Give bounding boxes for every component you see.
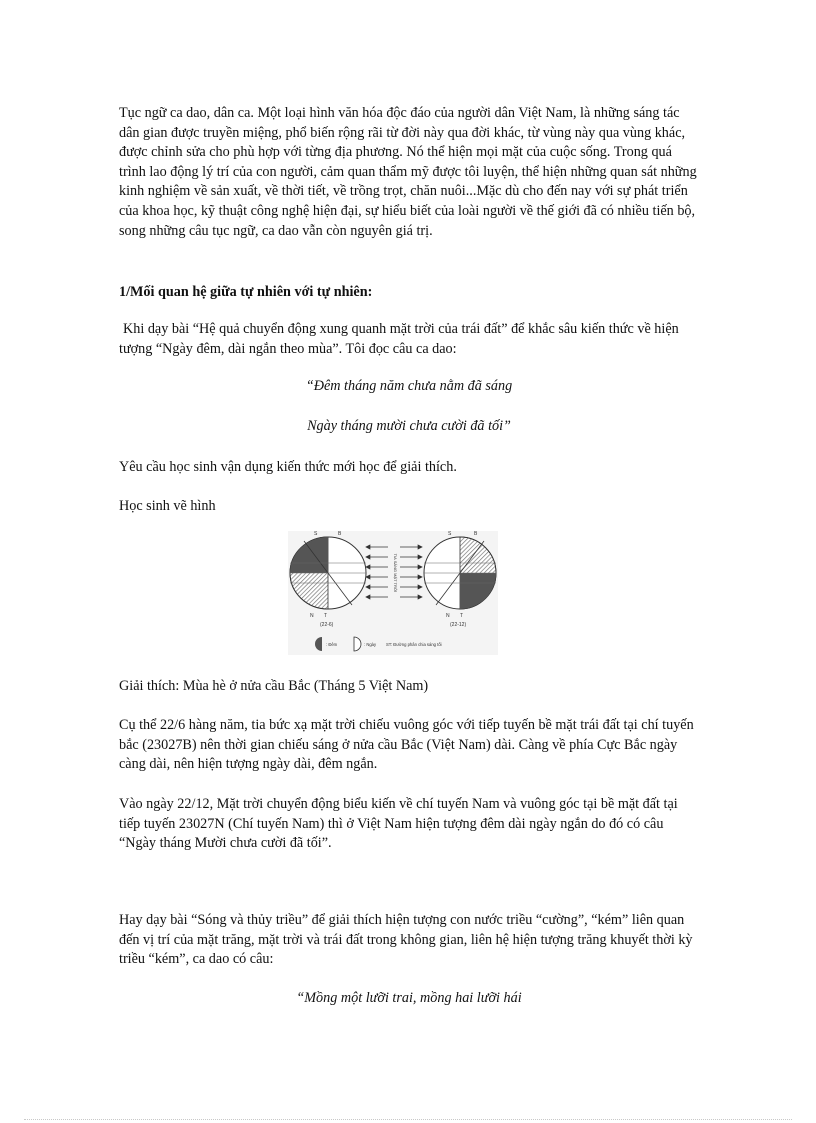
left-date-label: (22-6) (320, 622, 334, 628)
left-pole-t: T (324, 613, 328, 619)
left-pole-n: N (310, 613, 314, 619)
december-paragraph: Vào ngày 22/12, Mặt trời chuyển động biểu kiến về chí tuyến Nam và vuông góc tại bề mặt đất tại tiếp tuyến 23027N (Chí tuyến Nam) thì ở Việt Nam hiện tượng đêm dài ngày ngắn do đó có câu “Ngày tháng Mười chưa cười đã tối”. (119, 796, 678, 852)
section-heading: 1/Mối quan hệ giữa tự nhiên với tự nhiên: (119, 284, 373, 300)
left-pole-b: B (338, 531, 342, 537)
legend-day: : Ngày (364, 642, 377, 647)
verse-line-2: Ngày tháng mười chưa cười đã tối” (307, 418, 511, 434)
center-ray-label: TIA SÁNG MẶT TRỜI (393, 553, 398, 593)
tide-paragraph: Hay dạy bài “Sóng và thủy triều” để giải thích hiện tượng con nước triều “cường”, “kém” liên quan đến vị trí của mặt trăng, mặt trời và trái đất trong không gian, liên hệ hiện tượng trăng khuyết thời kỳ triều “kém”, ca dao có câu: (119, 912, 693, 968)
verse-line-3: “Mồng một lưỡi trai, mồng hai lưỡi hái (296, 990, 522, 1006)
page-bottom-rule (24, 1119, 792, 1120)
season-diagram (288, 531, 498, 655)
legend-st: ST: Đường phân chia sáng tối (386, 642, 442, 647)
right-pole-t: T (460, 613, 464, 619)
left-globe (290, 537, 366, 609)
intro-paragraph: Tục ngữ ca dao, dân ca. Một loại hình văn hóa độc đáo của người dân Việt Nam, là những sáng tác dân gian được truyền miệng, phổ biến rộng rãi từ đời này qua đời khác, từ vùng này qua vùng khác, được chỉnh sửa cho phù hợp với từng địa phương. Nó thể hiện mọi mặt của cuộc sống. Trong quá trình lao động lý trí của con người, cảm quan thẩm mỹ được tôi luyện, thể hiện những quan sát những kinh nghiệm về sản xuất, về thời tiết, về trồng trọt, chăn nuôi...Mặc dù cho đến nay với sự phát triển của khoa học, kỹ thuật công nghệ hiện đại, sự hiểu biết của loài người về thế giới đã có nhiều tiến bộ, song những câu tục ngữ, ca dao vẫn còn nguyên giá trị. (119, 105, 697, 239)
legend-night: : Đêm (326, 642, 338, 647)
verse-line-1: “Đêm tháng năm chưa nằm đã sáng (305, 378, 513, 394)
draw-paragraph: Học sinh vẽ hình (119, 498, 216, 514)
explain-paragraph: Giải thích: Mùa hè ở nửa cầu Bắc (Tháng 5 Việt Nam) (119, 678, 429, 694)
right-date-label: (22-12) (450, 622, 467, 628)
lesson-paragraph: Khi dạy bài “Hệ quả chuyển động xung quanh mặt trời của trái đất” để khắc sâu kiến thức về hiện tượng “Ngày đêm, dài ngắn theo mùa”. Tôi đọc câu ca dao: (119, 321, 679, 357)
right-globe (424, 537, 496, 609)
right-pole-s: S (448, 531, 452, 537)
june-paragraph: Cụ thể 22/6 hàng năm, tia bức xạ mặt trời chiếu vuông góc với tiếp tuyến bề mặt trái đất tại chí tuyến bắc (23027B) nên thời gian chiếu sáng ở nửa cầu Bắc (Việt Nam) dài. Càng về phía Cực Bắc ngày càng dài, nên hiện tượng ngày dài, đêm ngắn. (119, 717, 694, 773)
task-paragraph: Yêu cầu học sinh vận dụng kiến thức mới học để giải thích. (119, 459, 457, 475)
right-pole-n: N (446, 613, 450, 619)
left-pole-s: S (314, 531, 318, 537)
right-pole-b: B (474, 531, 478, 537)
